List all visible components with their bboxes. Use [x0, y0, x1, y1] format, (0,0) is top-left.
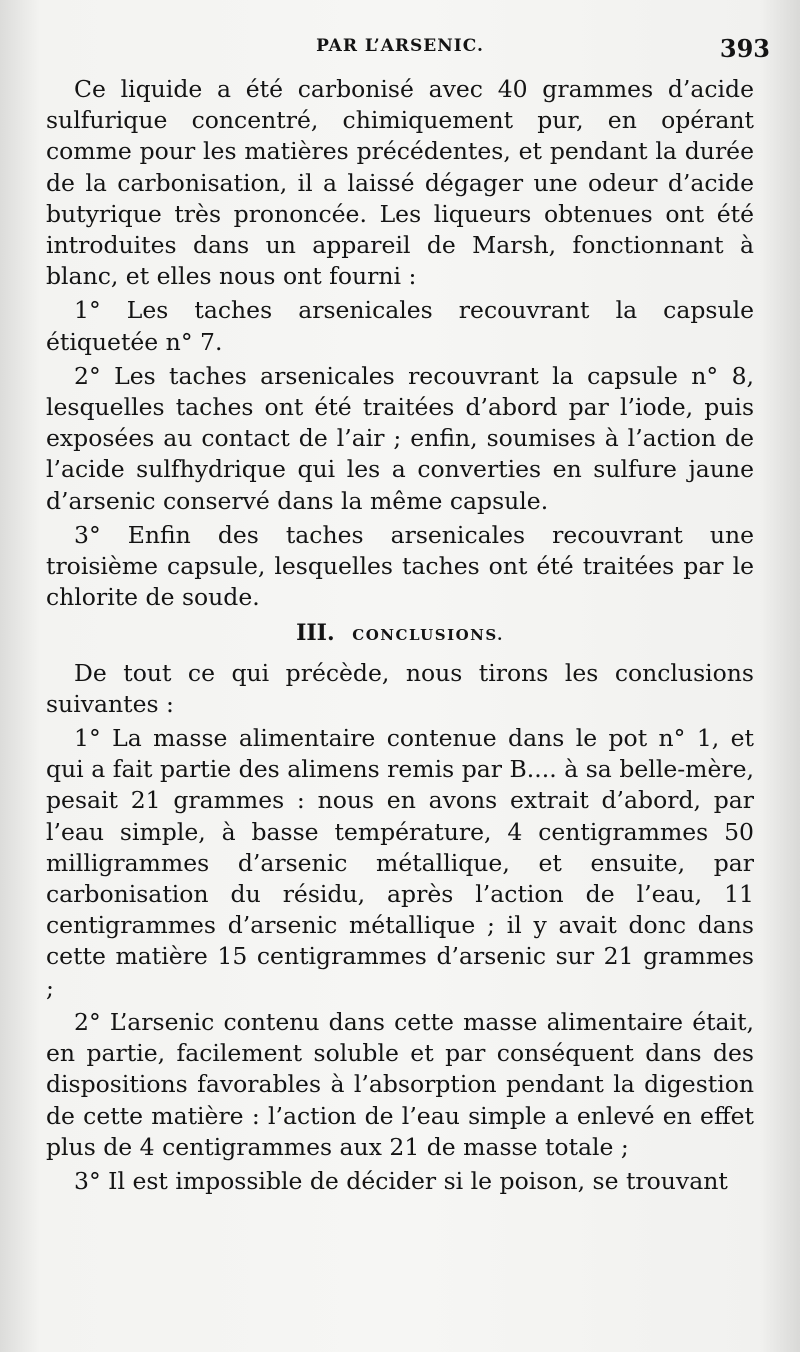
running-head: PAR L’ARSENIC.: [316, 36, 484, 56]
paragraph-item-1: 1° Les taches arsenicales recouvrant la capsule étiquetée n° 7.: [46, 296, 754, 356]
paragraph-conclusion-3: 3° Il est impossible de décider si le poison, se trouvant: [74, 1166, 728, 1195]
section-number: III.: [296, 620, 335, 647]
paragraph-conclusion-2: 2° L’arsenic contenu dans cette masse alimentaire était, en partie, facilement soluble et par conséquent dans des dispositions favorables à l’absorption pendant la digestion de cette matière : l’action de l’eau simple a enlevé en effet plus de 4 centigrammes aux 21 de masse totale ;: [46, 1007, 754, 1161]
paragraph-carbonisation: Ce liquide a été carbonisé avec 40 grammes d’acide sulfurique concentré, chimiquement pur, en opérant comme pour les matières précédentes, et pendant la durée de la carbonisation, il a laissé dégager une odeur d’acide butyrique très prononcée. Les liqueurs obtenues ont été introduites dans un appareil de Marsh, fonctionnant à blanc, et elles nous ont fourni :: [46, 75, 754, 291]
paragraph-conclusion-1: 1° La masse alimentaire contenue dans le pot n° 1, et qui a fait partie des alimens remis par B.... à sa belle-mère, pesait 21 grammes : nous en avons extrait d’abord, par l’eau simple, à basse température, 4 centigrammes 50 milligrammes d’arsenic métallique, et ensuite, par carbonisation du résidu, après l’action de l’eau, 11 centigrammes d’arsenic métallique ; il y avait donc dans cette matière 15 centigrammes d’arsenic sur 21 grammes ;: [46, 724, 754, 1002]
body-text: [46, 74, 754, 1200]
paragraph-intro-conclusions: De tout ce qui précède, nous tirons les conclusions suivantes :: [46, 658, 754, 718]
section-heading: [46, 618, 754, 651]
page-header: [0, 34, 800, 64]
section-title: CONCLUSIONS.: [352, 626, 504, 645]
paragraph-item-2: 2° Les taches arsenicales recouvrant la capsule n° 8, lesquelles taches ont été traitées d’abord par l’iode, puis exposées au contact de l’air ; enfin, soumises à l’action de l’acide sulfhydrique qui les a converties en sulfure jaune d’arsenic conservé dans la même capsule.: [46, 361, 754, 515]
page-number: 393: [719, 34, 770, 63]
paragraph-item-3: 3° Enfin des taches arsenicales recouvrant une troisième capsule, lesquelles taches ont été traitées par le chlorite de soude.: [46, 520, 754, 612]
